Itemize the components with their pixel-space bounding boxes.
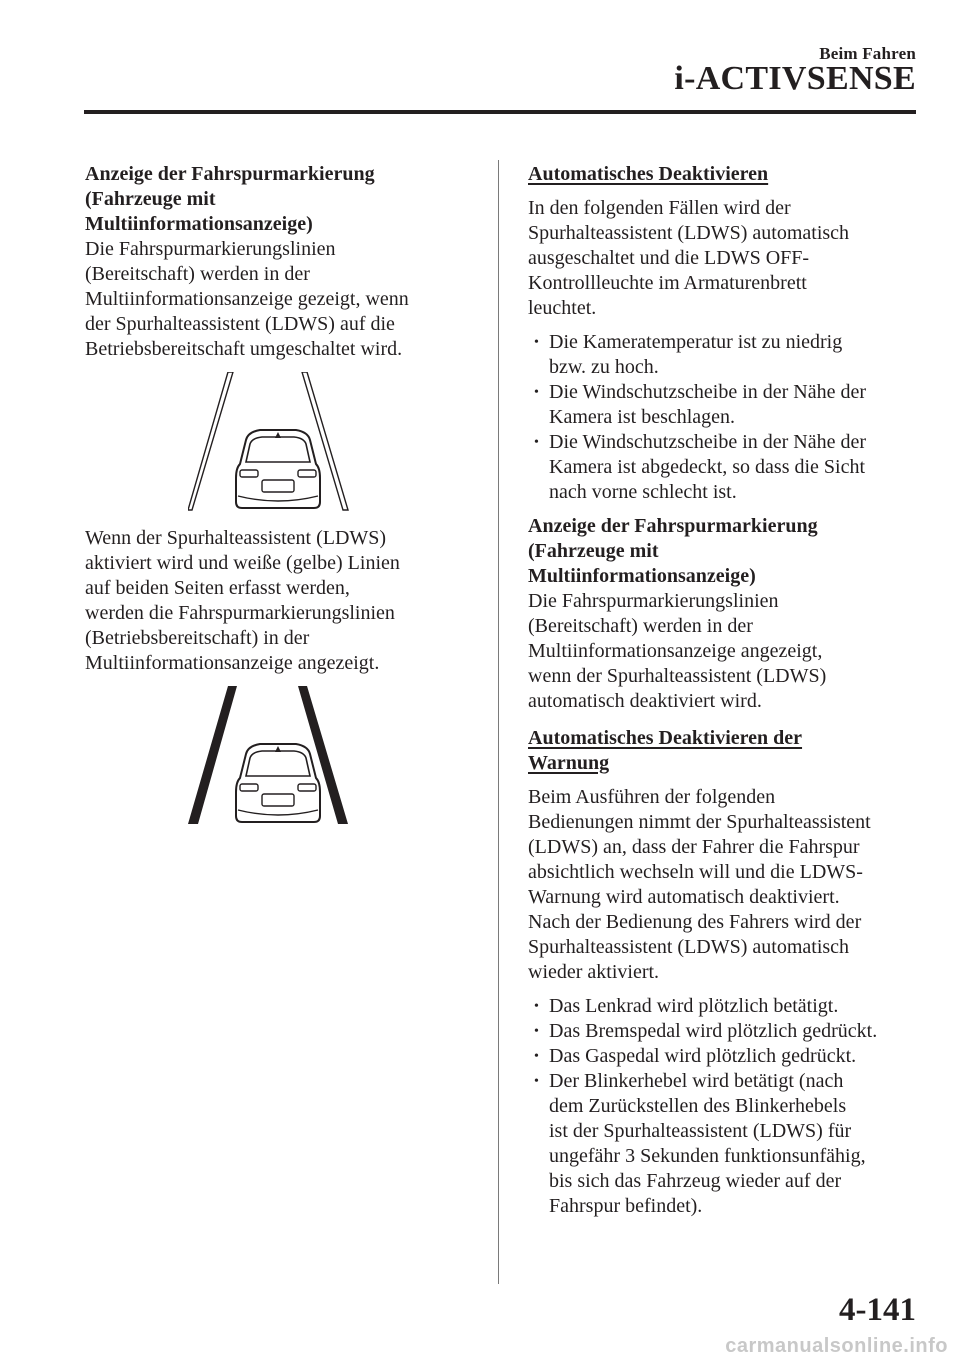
left-lane-line-solid	[188, 686, 237, 824]
list-item: • Der Blinkerhebel wird betätigt (nach dem Zurückstellen des Blinkerhebels ist der Spurhalteassistent (LDWS) für ungefähr 3 Sekunden funktionsunfähig, bis sich das Fahrzeug wieder auf der Fahrspur befindet).	[534, 1070, 866, 1217]
list-item: • Das Gaspedal wird plötzlich gedrückt.	[534, 1045, 857, 1067]
heading-lane-display-deactivated: Anzeige der Fahrspurmarkierung (Fahrzeuge mit Multiinformationsanzeige)	[528, 515, 818, 587]
list-item: • Die Windschutzscheibe in der Nähe der Kamera ist beschlagen.	[534, 381, 867, 428]
paragraph-active: Wenn der Spurhalteassistent (LDWS) aktiviert wird und weiße (gelbe) Linien auf beiden Seiten erfasst werden, werden die Fahrspurmarkierungslinien (Betriebsbereitschaft) in der Multiinformationsanzeige angezeigt.	[85, 527, 400, 674]
driver-operations-list	[528, 994, 928, 1219]
heading-warning-deactivation: Automatisches Deaktivieren der Warnung	[528, 727, 803, 774]
paragraph-standby: Die Fahrspurmarkierungslinien (Bereitschaft) werden in der Multiinformationsanzeige gezeigt, wenn der Spurhalteassistent (LDWS) auf die Betriebsbereitschaft umgeschaltet wird.	[85, 238, 409, 360]
deactivation-conditions-list	[528, 330, 928, 505]
left-lane-line-outline	[188, 372, 233, 510]
column-divider	[498, 160, 499, 1284]
paragraph-warning-deactivation: Beim Ausführen der folgenden Bedienungen nimmt der Spurhalteassistent (LDWS) an, dass der Fahrer die Fahrspur absichtlich wechseln will und die LDWS- Warnung wird automatisch deaktiviert. Nach der Bedienung des Fahrers wird der Spurhalteassistent (LDWS) automatisch wieder aktiviert.	[528, 786, 871, 983]
lane-standby-illustration	[188, 372, 388, 517]
heading-lane-display-standby: Anzeige der Fahrspurmarkierung (Fahrzeuge mit Multiinformationsanzeige)	[85, 163, 375, 235]
paragraph-deactivated-display: Die Fahrspurmarkierungslinien (Bereitschaft) werden in der Multiinformationsanzeige angezeigt, wenn der Spurhalteassistent (LDWS) automatisch deaktiviert wird.	[528, 590, 827, 712]
right-column	[528, 162, 928, 1219]
heading-auto-deactivation: Automatisches Deaktivieren	[528, 163, 769, 185]
left-column	[85, 162, 470, 831]
list-item: • Die Kameratemperatur ist zu niedrig bzw. zu hoch.	[534, 331, 843, 378]
page-number: 4-141	[839, 1292, 916, 1328]
car-rear-icon	[236, 744, 320, 822]
list-item: • Die Windschutzscheibe in der Nähe der Kamera ist abgedeckt, so dass die Sicht nach vorne schlecht ist.	[534, 431, 867, 503]
watermark: carmanualsonline.info	[725, 1335, 948, 1357]
paragraph-auto-deactivation: In den folgenden Fällen wird der Spurhalteassistent (LDWS) automatisch ausgeschaltet und die LDWS OFF- Kontrollleuchte im Armaturenbrett leuchtet.	[528, 197, 850, 319]
car-rear-icon	[236, 430, 320, 508]
header-chapter-title: i-ACTIVSENSE	[674, 60, 916, 97]
list-item: • Das Lenkrad wird plötzlich betätigt.	[534, 995, 839, 1017]
list-item: • Das Bremspedal wird plötzlich gedrückt.	[534, 1020, 878, 1042]
lane-active-illustration	[188, 686, 388, 831]
header-section: Beim Fahren	[819, 44, 916, 63]
header-rule	[84, 110, 916, 114]
